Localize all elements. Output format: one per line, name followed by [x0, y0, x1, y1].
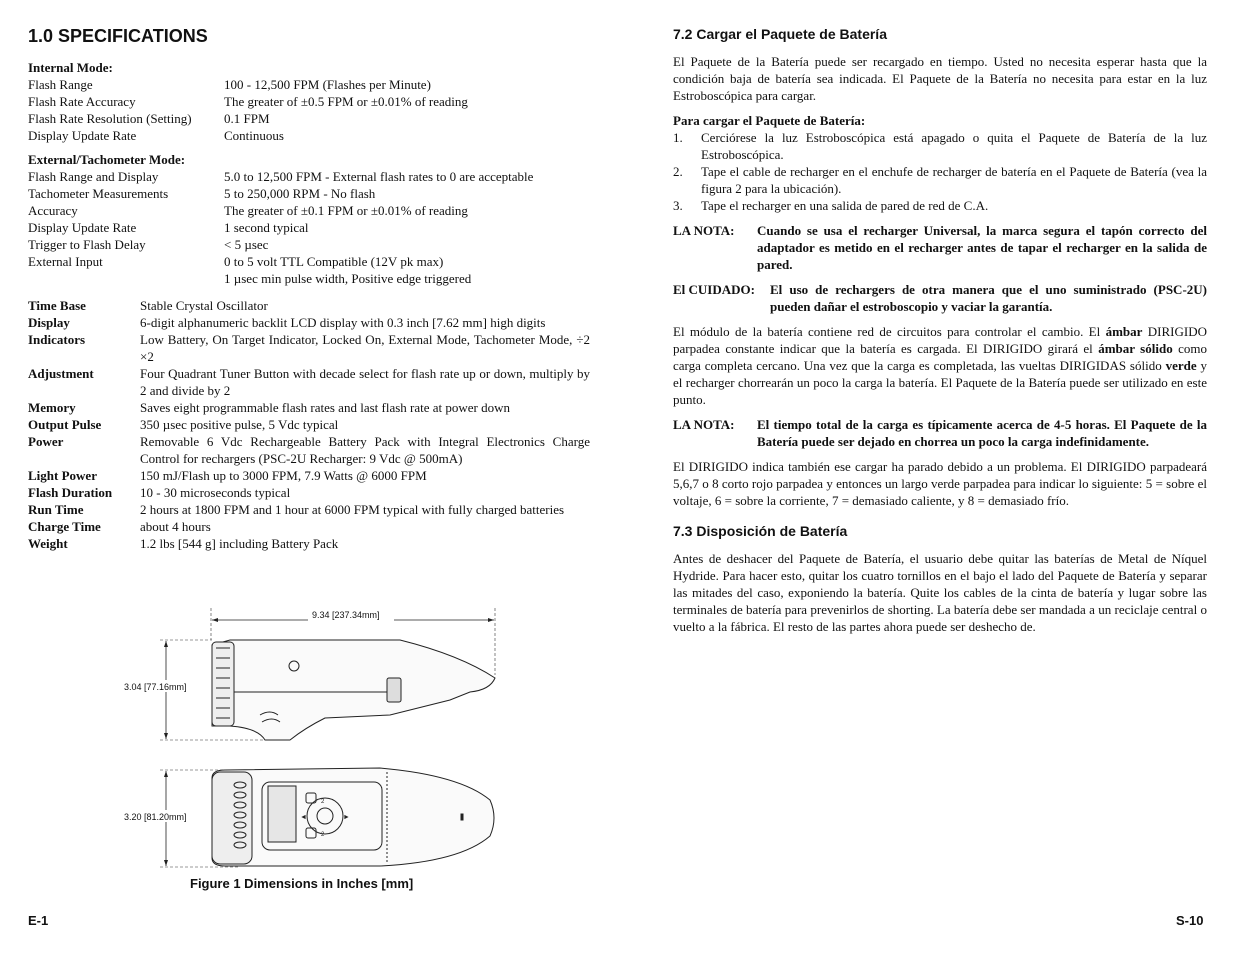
detail-value: 6-digit alphanumeric backlit LCD display with 0.3 inch [7.62 mm] high digits — [140, 315, 546, 330]
text-run-bold: ámbar sólido — [1098, 341, 1173, 356]
detail-value: 150 mJ/Flash up to 3000 FPM, 7.9 Watts @ 6000 FPM — [140, 468, 427, 483]
spec-row — [28, 185, 590, 202]
spec-value: Continuous — [224, 128, 284, 143]
steps-title: Para cargar el Paquete de Batería: — [673, 113, 866, 128]
spec-label: Flash Range and Display — [28, 169, 159, 184]
spec-value: 1 µsec min pulse width, Positive edge triggered — [224, 271, 472, 286]
spec-row — [28, 93, 590, 110]
section-7-2-intro: El Paquete de la Batería puede ser recargado en tiempo. Usted no necesita esperar hasta que la condición baja de batería sea indicada. El Paquete de la Batería no necesita para estar en la luz Estroboscópica para cargar. — [673, 54, 1207, 103]
details-section — [28, 297, 590, 552]
detail-value: Stable Crystal Oscillator — [140, 298, 268, 313]
detail-value: about 4 hours — [140, 519, 211, 534]
charging-steps-list — [673, 129, 1207, 214]
svg-text:2: 2 — [321, 799, 325, 805]
svg-text:2: 2 — [321, 832, 325, 838]
step-number: 2. — [673, 164, 683, 179]
spec-value: 5.0 to 12,500 FPM - External flash rates to 0 are acceptable — [224, 169, 534, 184]
spec-value: 5 to 250,000 RPM - No flash — [224, 186, 376, 201]
detail-value: 350 µsec positive pulse, 5 Vdc typical — [140, 417, 339, 432]
page-title: 1.0 SPECIFICATIONS — [28, 26, 208, 46]
svg-text:◄: ◄ — [300, 814, 307, 821]
width-label: 9.34 [237.34mm] — [312, 610, 380, 620]
detail-row — [28, 535, 590, 552]
note-label: LA NOTA: — [673, 417, 735, 432]
page-number-right: S-10 — [1176, 913, 1204, 928]
caution-label: El CUIDADO: — [673, 282, 755, 297]
section-7-2-title: 7.2 Cargar el Paquete de Batería — [673, 26, 887, 42]
detail-label: Output Pulse — [28, 417, 102, 432]
detail-value: 2 hours at 1800 FPM and 1 hour at 6000 FPM typical with fully charged batteries — [140, 502, 565, 517]
detail-label: Indicators — [28, 332, 86, 347]
text-run: DIRIGIDO parpadea constante indicar que la batería es cargada. El DIRIGIDO girará el — [673, 324, 1207, 356]
spec-label: Trigger to Flash Delay — [28, 237, 146, 252]
spec-row — [28, 127, 590, 144]
detail-value: Removable 6 Vdc Rechargeable Battery Pack with Integral Electronics Charge Control for rechargers (PSC-2U Recharger: 9 Vdc @ 500mA) — [140, 434, 590, 466]
text-run: El módulo de la batería contiene red de circuitos para controlar el cambio. El — [673, 324, 1106, 339]
detail-row — [28, 399, 590, 416]
text-run-bold: verde — [1165, 358, 1197, 373]
text-run: y el recharger chorrearán un poco la carga la batería. El Paquete de la Batería puede ser utilizado en este punto. — [673, 358, 1208, 407]
lcd-display — [268, 786, 296, 842]
detail-label: Memory — [28, 400, 76, 415]
spec-row — [28, 76, 590, 93]
led-problem-paragraph: El DIRIGIDO indica también ese cargar ha parado debido a un problema. El DIRIGIDO parpadeará 5,6,7 o 8 corto rojo parpadea y entonces un largo verde parpadea para indicar lo siguiente: 5 = sobre el voltaje, 6 = sobre la corriente, 7 = demasiado caliente, y 8 = demasiado frío. — [673, 459, 1207, 508]
spec-label: Flash Rate Accuracy — [28, 94, 136, 109]
top-height-label: 3.20 [81.20mm] — [124, 812, 187, 822]
arrow-icon — [164, 641, 168, 647]
detail-value: Four Quadrant Tuner Button with decade select for flash rate up or down, multiply by 2 and divide by 2 — [140, 366, 590, 398]
strobe-side-view — [212, 640, 495, 740]
step-text: Cerciórese la luz Estroboscópica está apagado o quita el Paquete de Batería de la luz Estroboscópica. — [701, 130, 1207, 162]
step-text: Tape el recharger en una salida de pared de red de C.A. — [701, 198, 989, 213]
detail-row — [28, 365, 590, 399]
battery-page — [673, 26, 1207, 643]
detail-row — [28, 416, 590, 433]
detail-row — [28, 297, 590, 314]
spec-row — [28, 110, 590, 127]
detail-row — [28, 314, 590, 331]
detail-value: 10 - 30 microseconds typical — [140, 485, 291, 500]
strobe-top-view — [212, 768, 494, 866]
spec-label: Display Update Rate — [28, 128, 137, 143]
spec-label: External Input — [28, 254, 103, 269]
note-universal-recharger — [673, 222, 1207, 273]
battery-module-paragraph — [673, 323, 1207, 408]
caution-note — [673, 281, 1207, 315]
svg-text:►: ► — [343, 814, 350, 821]
arrow-icon — [212, 618, 218, 622]
spec-value: The greater of ±0.1 FPM or ±0.01% of reading — [224, 203, 468, 218]
detail-label: Run Time — [28, 502, 84, 517]
external-mode-title: External/Tachometer Mode: — [28, 152, 186, 167]
list-item — [673, 197, 1207, 214]
step-number: 3. — [673, 198, 683, 213]
note-label: LA NOTA: — [673, 223, 735, 238]
dimension-drawing — [100, 600, 520, 900]
spec-row — [28, 168, 590, 185]
detail-label: Display — [28, 315, 70, 330]
text-run: como carga completa cercano. Una vez que la carga es completada, las vueltas DIRIGIDAS sólido — [673, 341, 1207, 373]
note-charge-time — [673, 416, 1207, 450]
detail-value: Low Battery, On Target Indicator, Locked On, External Mode, Tachometer Mode, ÷2 ×2 — [140, 332, 590, 364]
detail-label: Power — [28, 434, 64, 449]
detail-row — [28, 501, 590, 518]
spec-label: Accuracy — [28, 203, 78, 218]
spec-value: 1 second typical — [224, 220, 309, 235]
detail-label: Weight — [28, 536, 68, 551]
detail-label: Time Base — [28, 298, 86, 313]
arrow-icon — [164, 860, 168, 866]
detail-row — [28, 433, 590, 467]
note-text: Cuando se usa el recharger Universal, la marca segura el tapón correcto del adaptador es metido en el recharger antes de tapar el recharger en la salida de pared. — [757, 223, 1207, 272]
page-number-left: E-1 — [28, 913, 49, 928]
text-run-bold: ámbar — [1105, 324, 1143, 339]
spec-label — [28, 270, 224, 287]
spec-label: Display Update Rate — [28, 220, 137, 235]
detail-label: Adjustment — [28, 366, 94, 381]
spec-label: Flash Rate Resolution (Setting) — [28, 111, 192, 126]
internal-mode-section — [28, 59, 590, 144]
detail-label: Light Power — [28, 468, 97, 483]
detail-value: Saves eight programmable flash rates and last flash rate at power down — [140, 400, 511, 415]
spec-row — [28, 253, 590, 270]
caution-text: El uso de rechargers de otra manera que el uno suministrado (PSC-2U) pueden dañar el estroboscopio y vaciar la garantía. — [770, 282, 1207, 314]
spec-value: 100 - 12,500 FPM (Flashes per Minute) — [224, 77, 431, 92]
section-7-3-text: Antes de deshacer del Paquete de Batería, el usuario debe quitar las baterías de Metal de Níquel Hydride. Para hacer esto, quitar los cuatro tornillos en el bajo el lado del Paquete de Batería y separar las mitades del caso, exponiendo la batería. Quite los cables de la cinta de batería y lugar sobre las terminales de batería para prevenirlos de shorting. La batería debe ser mandada a un reciclaje central o vuelto a la fábrica. El resto de las partes ahora puede ser deshecho de. — [673, 551, 1207, 634]
figure-caption: Figure 1 Dimensions in Inches [mm] — [190, 876, 414, 891]
spec-row — [28, 270, 590, 287]
list-item — [673, 163, 1207, 197]
section-7-3-title: 7.3 Disposición de Batería — [673, 523, 848, 539]
detail-label: Charge Time — [28, 519, 101, 534]
detail-row — [28, 518, 590, 535]
spec-value: The greater of ±0.5 FPM or ±0.01% of reading — [224, 94, 468, 109]
detail-row — [28, 331, 590, 365]
arrow-icon — [164, 733, 168, 739]
spec-label: Tachometer Measurements — [28, 186, 169, 201]
detail-row — [28, 467, 590, 484]
spec-row — [28, 202, 590, 219]
arrow-icon — [488, 618, 494, 622]
spec-row — [28, 236, 590, 253]
spec-value: 0 to 5 volt TTL Compatible (12V pk max) — [224, 254, 444, 269]
list-item — [673, 129, 1207, 163]
external-mode-section — [28, 151, 590, 287]
detail-value: 1.2 lbs [544 g] including Battery Pack — [140, 536, 339, 551]
spec-value: 0.1 FPM — [224, 111, 270, 126]
spec-row — [28, 219, 590, 236]
step-text: Tape el cable de recharger en el enchufe de recharger de batería en el Paquete de Batería (vea la figura 2 para la ubicación). — [701, 164, 1207, 196]
step-number: 1. — [673, 130, 683, 145]
internal-mode-title: Internal Mode: — [28, 60, 113, 75]
arrow-icon — [164, 771, 168, 777]
note-text: El tiempo total de la carga es típicamente acerca de 4-5 horas. El Paquete de la Batería puede ser dejado en chorrea un poco la carga indefinidamente. — [757, 417, 1207, 449]
detail-label: Flash Duration — [28, 485, 113, 500]
spec-label: Flash Range — [28, 77, 93, 92]
side-height-label: 3.04 [77.16mm] — [124, 682, 187, 692]
spec-value: < 5 µsec — [224, 237, 269, 252]
specifications-page — [28, 26, 590, 552]
detail-row — [28, 484, 590, 501]
